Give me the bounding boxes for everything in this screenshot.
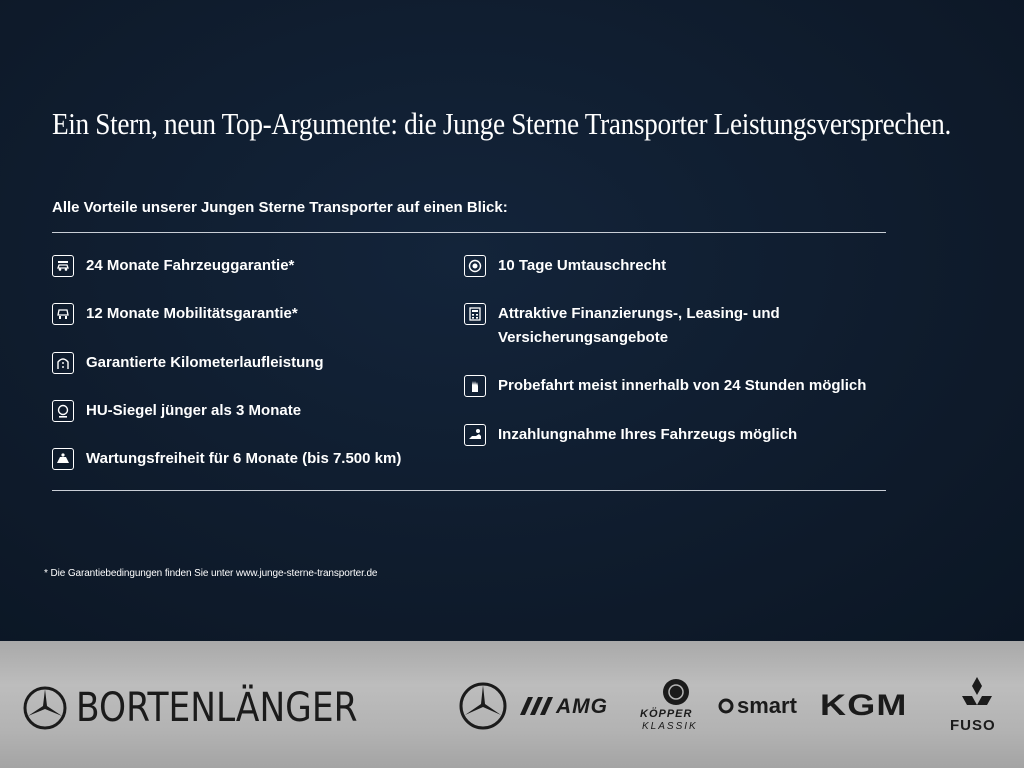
- benefit-maintenance: [52, 447, 401, 471]
- fuso-diamonds-icon: [956, 677, 998, 715]
- benefit-test-drive: [464, 374, 866, 398]
- calculator-icon: [464, 303, 486, 325]
- benefit-label: 24 Monate Fahrzeuggarantie*: [86, 257, 295, 274]
- benefit-exchange-right: [464, 254, 666, 278]
- benefit-trade-in: [464, 423, 797, 447]
- trade-in-icon: [464, 424, 486, 446]
- amg-logo: [514, 695, 632, 717]
- benefit-mobility-warranty: [52, 302, 298, 326]
- benefit-label: Garantierte Kilometerlaufleistung: [86, 354, 324, 371]
- smart-circle-icon: [718, 698, 734, 714]
- klassik-text: KLASSIK: [642, 721, 698, 732]
- smart-logo: [718, 693, 810, 719]
- benefit-label: HU-Siegel jünger als 3 Monate: [86, 402, 302, 419]
- benefit-label-group: [498, 302, 780, 350]
- benefit-label: 10 Tage Umtauschrecht: [498, 257, 667, 274]
- brand-bar: [0, 641, 1024, 768]
- benefit-hu-seal: [52, 399, 301, 423]
- page-title: Ein Stern, neun Top-Argumente: die Junge Sterne Transporter Leistungsversprechen.: [52, 106, 951, 141]
- exchange-icon: [464, 255, 486, 277]
- mercedes-benz-logo-icon: [458, 681, 508, 731]
- footnote: * Die Garantiebedingungen finden Sie unter www.junge-sterne-transporter.de: [44, 568, 378, 579]
- bottom-divider: [52, 490, 886, 491]
- car-warranty-icon: [52, 255, 74, 277]
- seal-icon: [52, 400, 74, 422]
- amg-stripes-icon: [514, 697, 554, 715]
- mobility-icon: [52, 303, 74, 325]
- benefit-label: Probefahrt meist innerhalb von 24 Stunden möglich: [498, 377, 867, 394]
- road-icon: [52, 352, 74, 374]
- benefit-label: Wartungsfreiheit für 6 Monate (bis 7.500 km): [86, 450, 402, 467]
- benefit-vehicle-warranty: [52, 254, 294, 278]
- benefit-mileage: [52, 351, 324, 375]
- mercedes-star-icon: [22, 685, 68, 731]
- koepper-emblem-icon: [660, 677, 692, 707]
- smart-text: smart: [737, 693, 797, 718]
- benefit-label: 12 Monate Mobilitätsgarantie*: [86, 305, 298, 322]
- koepper-klassik-logo: [640, 677, 712, 737]
- hand-icon: [464, 375, 486, 397]
- fuso-text: FUSO: [950, 717, 996, 734]
- benefit-financing: [464, 302, 780, 350]
- maintenance-icon: [52, 448, 74, 470]
- benefits-heading: Alle Vorteile unserer Jungen Sterne Transporter auf einen Blick:: [52, 199, 508, 216]
- top-divider: [52, 232, 886, 233]
- amg-text: AMG: [556, 695, 608, 718]
- kgm-logo: KGM: [820, 689, 908, 722]
- benefit-label-line1: Attraktive Finanzierungs-, Leasing- und: [498, 305, 780, 322]
- dealer-name: BORTENLÄNGER: [76, 685, 358, 731]
- koepper-text: KÖPPER: [640, 708, 693, 720]
- benefit-label: Inzahlungnahme Ihres Fahrzeugs möglich: [498, 426, 798, 443]
- benefit-label-line2: Versicherungsangebote: [498, 329, 669, 346]
